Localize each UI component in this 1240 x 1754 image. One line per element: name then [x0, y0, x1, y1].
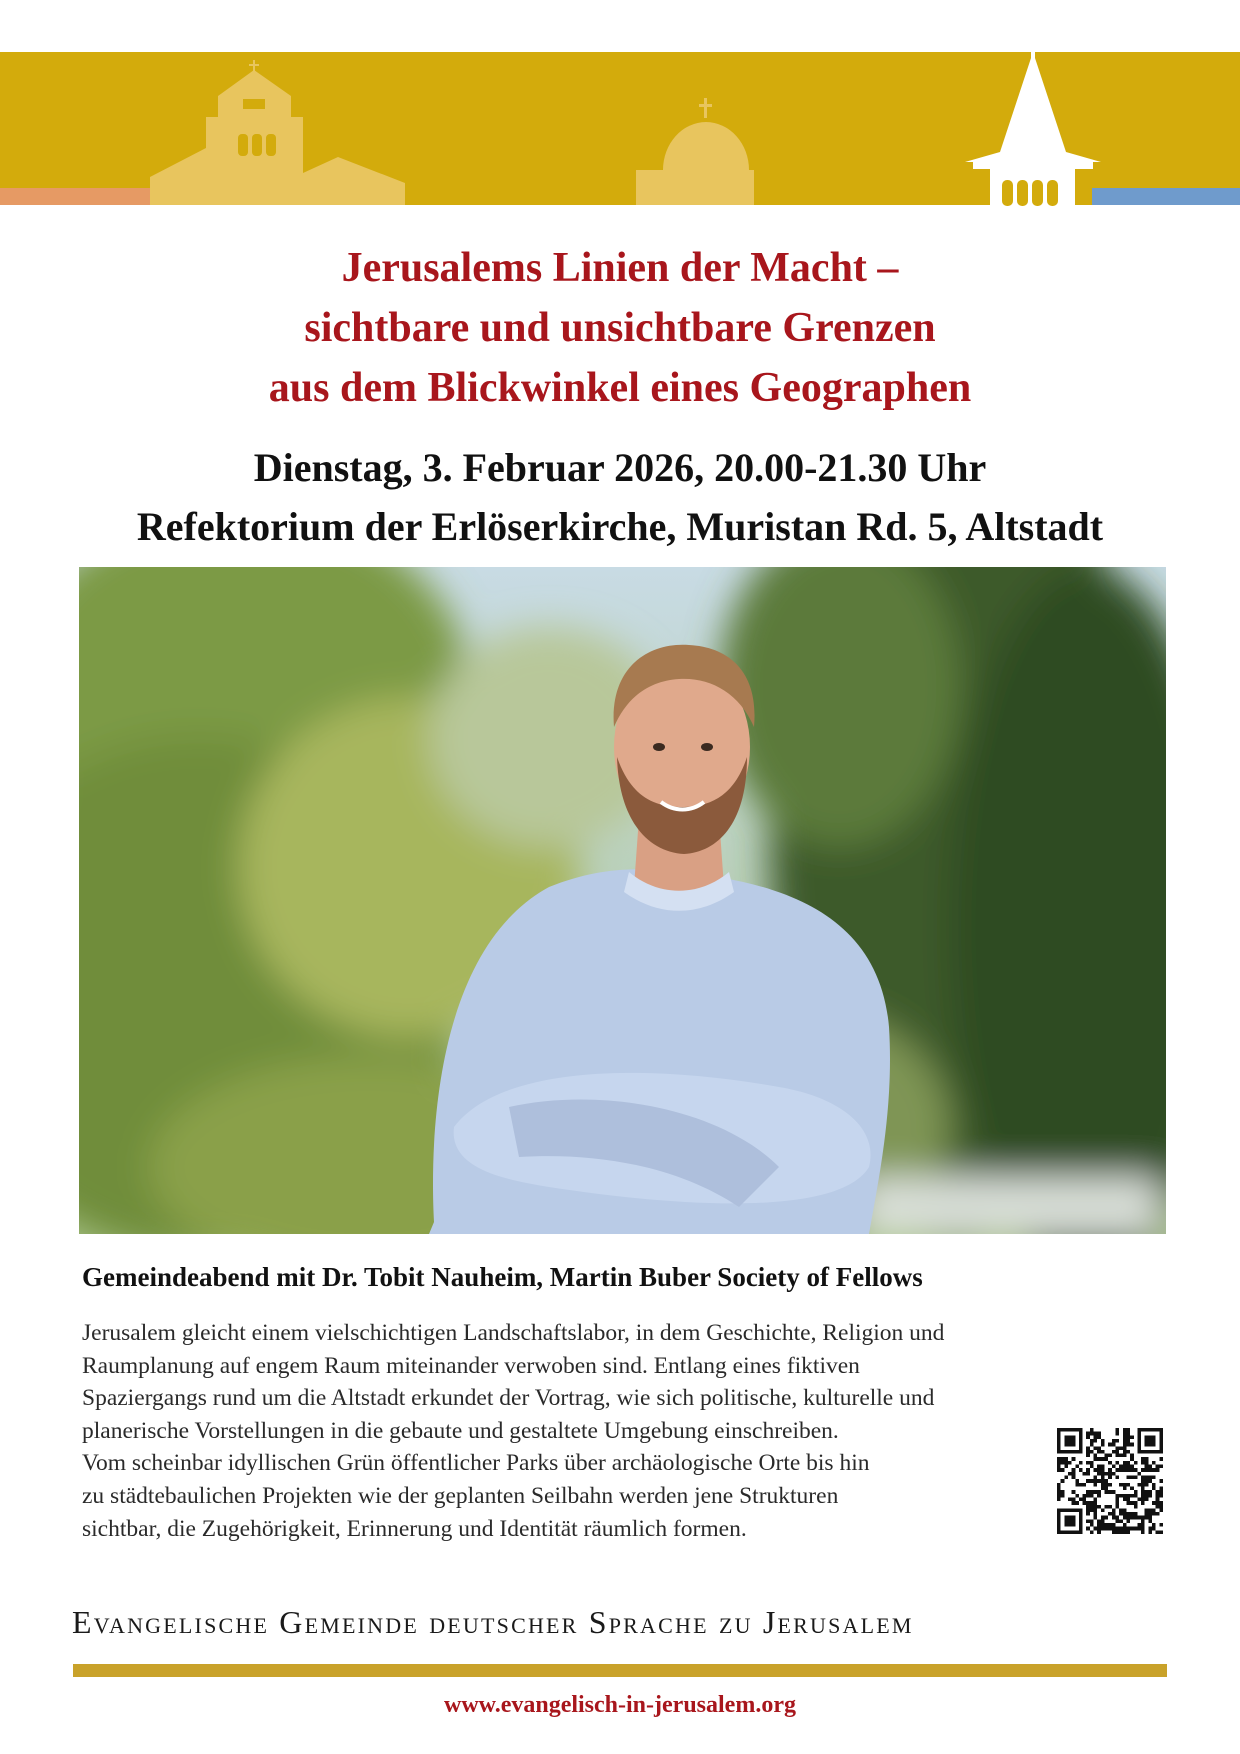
speaker-portrait-photo [79, 567, 1166, 1234]
header-skyline-band [0, 0, 1240, 215]
description-line: planerische Vorstellungen in die gebaute und gestaltete Umgebung einschreiben. [82, 1417, 839, 1444]
event-title-line: Jerusalems Linien der Macht – [341, 245, 899, 291]
organization-name: Evangelische Gemeinde deutscher Sprache zu Jerusalem [72, 1604, 914, 1640]
event-venue: Refektorium der Erlöserkirche, Muristan Rd. 5, Altstadt [136, 504, 1104, 549]
speaker-portrait-illustration [79, 567, 1166, 1234]
qr-code-pattern [1057, 1428, 1163, 1534]
jerusalem-churches-skyline-icon [0, 0, 1240, 215]
speaker-line: Gemeindeabend mit Dr. Tobit Nauheim, Martin Buber Society of Fellows [82, 1262, 923, 1292]
description-line: Spaziergangs rund um die Altstadt erkundet der Vortrag, wie sich politische, kulturelle und [82, 1385, 935, 1412]
website-link[interactable]: www.evangelisch-in-jerusalem.org [444, 1692, 796, 1718]
description-line: Vom scheinbar idyllischen Grün öffentlicher Parks über archäologische Orte bis hin [82, 1450, 870, 1477]
description-line: Raumplanung auf engem Raum miteinander verwoben sind. Entlang eines fiktiven [82, 1352, 860, 1379]
footer-divider [73, 1664, 1167, 1677]
event-date-time: Dienstag, 3. Februar 2026, 20.00-21.30 Uhr [253, 445, 987, 490]
event-description [82, 1317, 1042, 1545]
qr-code-icon[interactable] [1057, 1428, 1163, 1534]
description-line: Jerusalem gleicht einem vielschichtigen Landschaftslabor, in dem Geschichte, Religion und [82, 1320, 945, 1346]
event-title-line: sichtbare und unsichtbare Grenzen [304, 305, 936, 351]
description-line: sichtbar, die Zugehörigkeit, Erinnerung und Identität räumlich formen. [82, 1515, 747, 1542]
description-line: zu städtebaulichen Projekten wie der geplanten Seilbahn werden jene Strukturen [82, 1482, 839, 1509]
event-title [0, 238, 1240, 418]
event-title-line: aus dem Blickwinkel eines Geographen [268, 365, 972, 411]
